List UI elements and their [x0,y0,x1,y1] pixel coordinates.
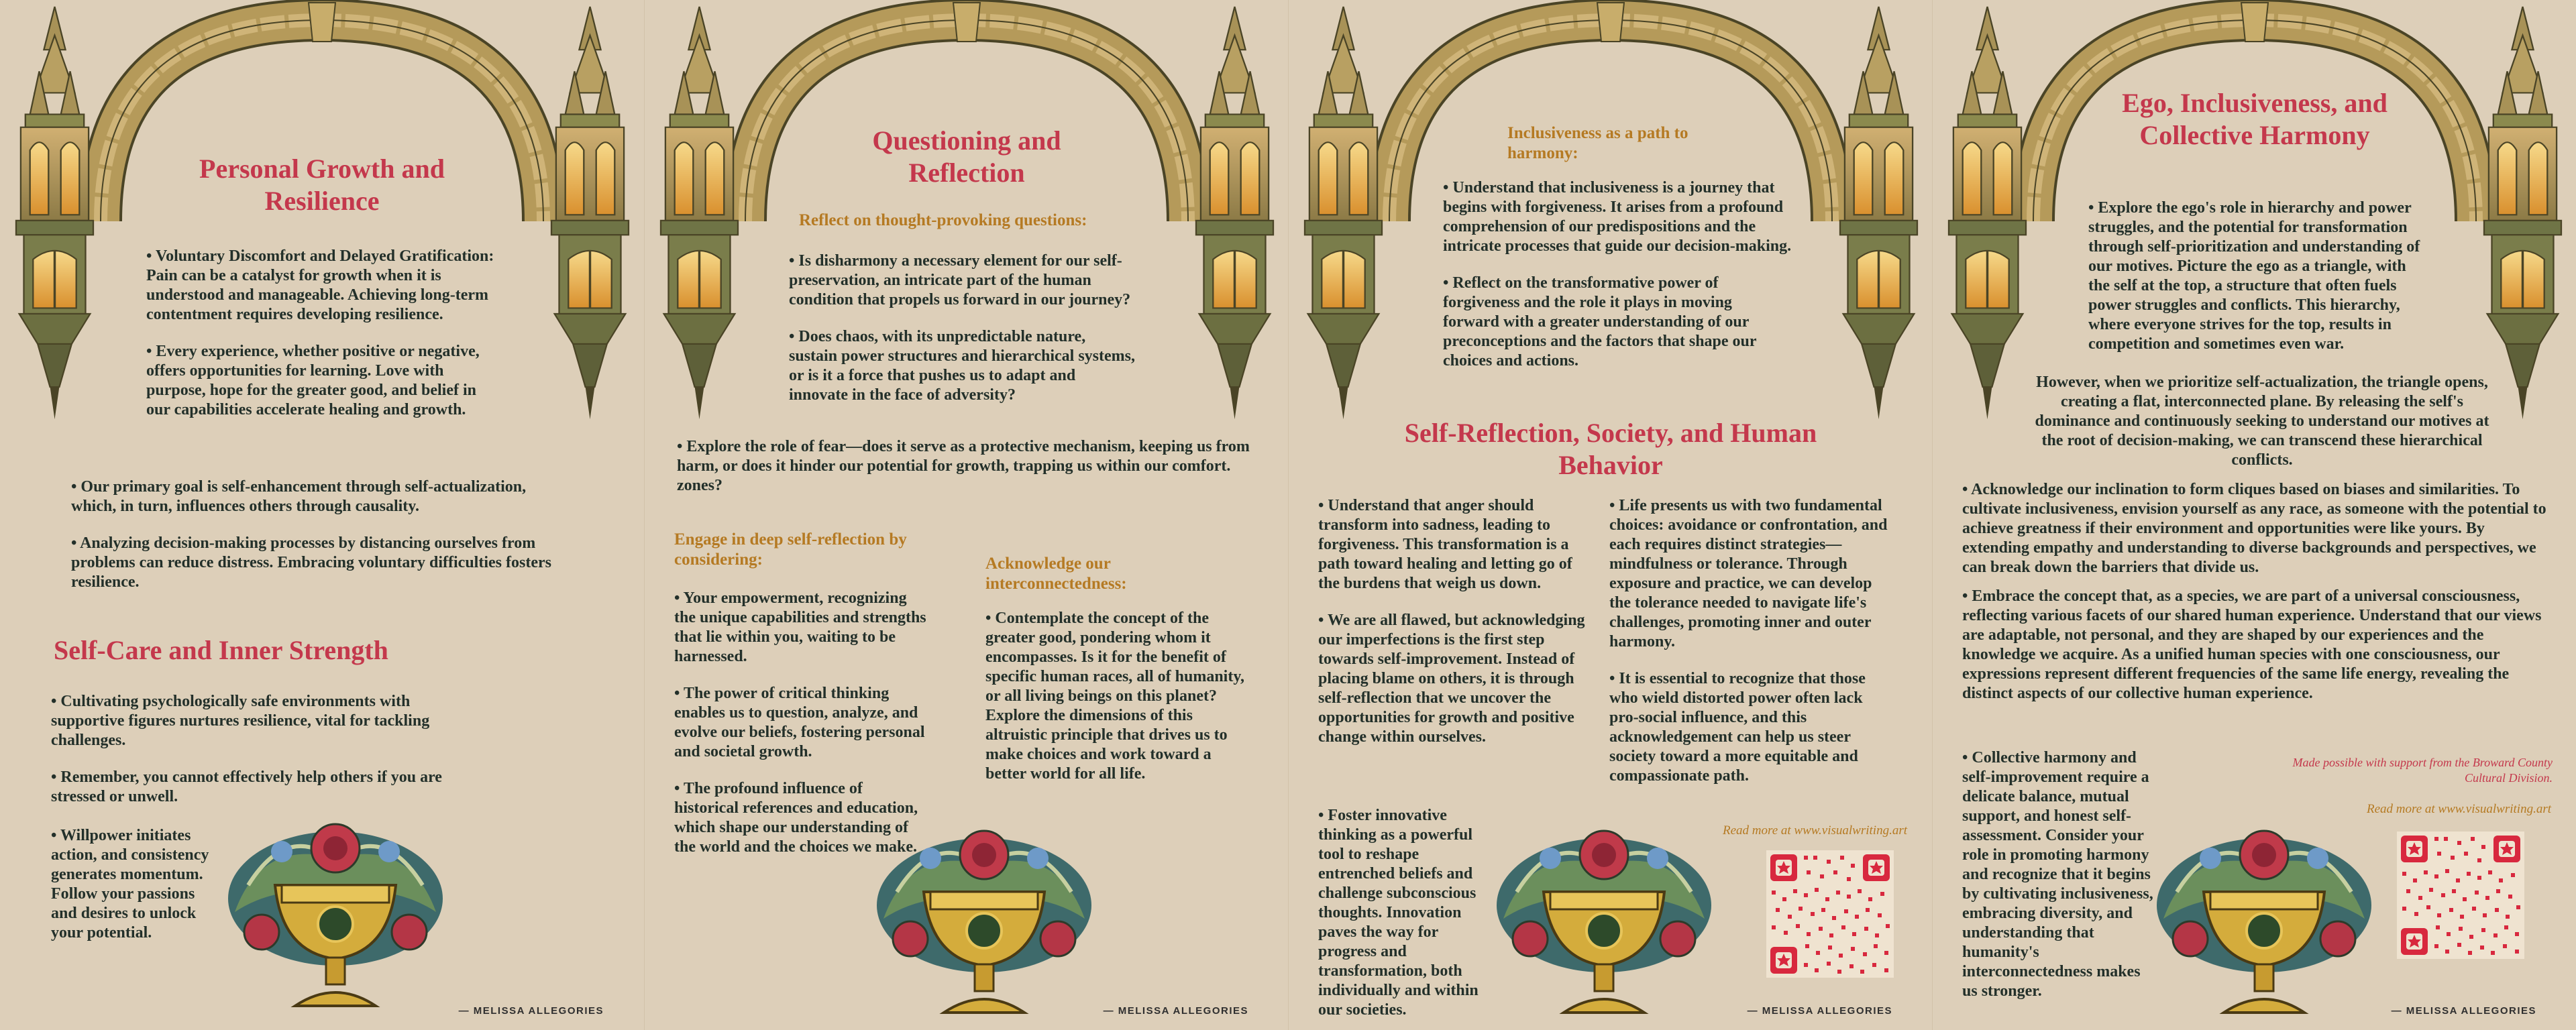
panel-ego-harmony [1932,0,2576,1030]
list-item: • Remember, you cannot effectively help others if you are stressed or unwell. [51,768,442,805]
read-more-link[interactable]: Read more at www.visualwriting.art [1723,823,1907,838]
list-item: • Willpower initiates action, and consistency generates momentum. Follow your passions and desires to unlock your potential. [51,827,209,941]
panel3-left-bullets [1318,496,1587,764]
panel-personal-growth [0,0,644,1030]
list-item: • The power of critical thinking enables us to question, analyze, and evolve our beliefs, fostering personal and societal growth. [674,685,925,760]
qr-code[interactable] [2397,832,2524,959]
panel2-left-heading: Engage in deep self-reflection by considering: [674,530,907,569]
chalice-illustration [870,818,1098,1026]
panel-questioning [644,0,1289,1030]
chalice-illustration [1490,818,1718,1026]
panel4-ego-bullet [2088,198,2424,371]
panel1-title: Personal Growth and Resilience [199,154,445,216]
panel3-heading: Inclusiveness as a path to harmony: [1507,124,1688,162]
list-item: • Cultivating psychologically safe environments with supportive figures nurtures resilience, vital for tackling challenges. [51,693,430,749]
panel4-ego-continued: However, when we prioritize self-actualization, the triangle opens, creating a flat, interconnected plane. By releasing the self's dominance and continuously seeking to understand our motives at the root of decision-making, we can transcend these hierarchical conflicts. [2035,374,2489,469]
list-item: • Our primary goal is self-enhancement through self-actualization, which, in turn, influences others through causality. [71,478,527,515]
list-item: • Acknowledge our inclination to form cliques based on biases and similarities. To cultivate inclusiveness, envision yourself as any race, as someone with the potential to achieve greatness if their environment and opportunities were like yours. By extending empathy and understanding to diverse backgrounds and perspectives, we can break down the barriers that divide us. [1962,481,2546,576]
panel2-subtitle: Reflect on thought-provoking questions: [799,211,1087,229]
list-item: • Every experience, whether positive or negative, offers opportunities for learning. Love with purpose, hope for the greater good, and belief in our capabilities accelerate healing and growth. [146,343,480,418]
read-more-link[interactable]: Read more at www.visualwriting.art [2367,802,2551,816]
list-item: • Embrace the concept that, as a species, we are part of a universal consciousness, reflecting various facets of our shared human experience. Understand that our views are adaptable, not personal, and they are shaped by our experiences and the knowledge we acquire. As a unified human species with one consciousness, our expressions represent different frequencies of the same life energy, revealing the distinct aspects of our collective human experience. [1962,587,2542,702]
chalice-illustration [2150,818,2378,1026]
list-item: • It is essential to recognize that those who wield distorted power often lack pro-social influence, and this acknowledgement can help us steer society toward a more equitable and compassionate path. [1609,670,1866,785]
panel4-bullets [1962,480,2553,721]
list-item: • Understand that anger should transform into sadness, leading to forgiveness. This transformation is a path toward healing and letting go of the burdens that weigh us down. [1318,497,1572,592]
list-item: • Is disharmony a necessary element for our self-preservation, an intricate part of the human condition that propels us forward in our journey? [789,252,1131,308]
list-item: • Voluntary Discomfort and Delayed Gratification: Pain can be a catalyst for growth when it is understood and manageable. Achieving long-term contentment requires developing resilience. [146,247,494,323]
signature: — MELISSA ALLEGORIES [1103,1005,1248,1017]
funding-credit: Made possible with support from the Broward County Cultural Division. [2292,756,2553,785]
section-title-self-reflection: Self-Reflection, Society, and Human Behavior [1404,418,1817,480]
signature: — MELISSA ALLEGORIES [1747,1005,1892,1017]
qr-code[interactable] [1766,850,1894,978]
panel2-bullets [789,251,1138,422]
panel2-right-bullets [985,609,1254,801]
list-item: • Explore the ego's role in hierarchy and power struggles, and the potential for transformation through self-prioritization and understanding of our motives. Picture the ego as a triangle, with the self at the top, a structure that often fuels power struggles and conflicts. This hierarchy, where everyone strives for the top, results in competition and sometimes even war. [2088,199,2420,353]
panel-inclusiveness [1288,0,1933,1030]
list-item: • Life presents us with two fundamental choices: avoidance or confrontation, and each requires distinct strategies—mindfulness or tolerance. Through exposure and practice, we can develop the tolerance needed to navigate life's challenges, promoting inner and outer harmony. [1609,497,1888,650]
list-item: • Your empowerment, recognizing the unique capabilities and strengths that lie within you, waiting to be harnessed. [674,589,926,665]
list-item: • Analyzing decision-making processes by distancing ourselves from problems can reduce distress. Embracing voluntary difficulties fosters resilience. [71,534,551,591]
list-item: • Reflect on the transformative power of forgiveness and the role it plays in moving forward with a greater understanding of our preconceptions and the factors that shape our choices and actions. [1443,274,1757,369]
list-item: • Does chaos, with its unpredictable nature, sustain power structures and hierarchical systems, or is it a force that pushes us to adapt and innovate in the face of adversity? [789,328,1135,404]
list-item: • Foster innovative thinking as a powerful tool to reshape entrenched beliefs and challenge subconscious thoughts. Innovation paves the way for progress and transformation, both individually and within our societies. [1318,807,1479,1019]
signature: — MELISSA ALLEGORIES [458,1005,604,1017]
panel3-bullets [1443,178,1792,388]
panel1-wide-bullets [71,477,568,610]
chalice-illustration [221,811,449,1019]
list-item: • Collective harmony and self-improvement require a delicate balance, mutual support, and honest self-assessment. Consider your role in promoting harmony and recognize that it begins by cultivating inclusiveness, embracing diversity, and understanding that humanity's interconnectedness makes us stronger. [1962,749,2153,1000]
signature: — MELISSA ALLEGORIES [2391,1005,2536,1017]
panel1-narrow-bullet [51,826,221,960]
panel4-narrow-bullet [1962,748,2157,1019]
panel1-section-bullets [51,692,460,824]
panel4-title: Ego, Inclusiveness, and Collective Harmony [2122,88,2387,150]
panel2-wide-bullet [677,437,1254,513]
panel1-bullets [146,247,495,437]
panel2-title: Questioning and Reflection [872,125,1061,188]
panel3-right-bullets [1609,496,1891,803]
list-item: • Understand that inclusiveness is a journey that begins with forgiveness. It arises from a profound comprehension of our predispositions and the intricate processes that guide our decision-making. [1443,179,1792,255]
list-item: • We are all flawed, but acknowledging our imperfections is the first step towards self-improvement. Instead of placing blame on others, it is through self-reflection that we uncover the opportunities for growth and positive change within ourselves. [1318,612,1585,746]
section-title-self-care: Self-Care and Inner Strength [54,635,388,665]
list-item: • Explore the role of fear—does it serve as a protective mechanism, keeping us from harm, or does it hinder our potential for growth, trapping us within our comfort. zones? [677,438,1250,494]
panel3-narrow-bullet [1318,806,1486,1030]
list-item: • The profound influence of historical references and education, which shape our understanding of the world and the choices we make. [674,780,918,856]
list-item: • Contemplate the concept of the greater good, pondering whom it encompasses. Is it for the benefit of specific human races, all of humanity, or all living beings on this planet? Explore the dimensions of this altruistic principle that drives us to make choices and work toward a better world for all life. [985,610,1245,783]
panel2-right-heading: Acknowledge our interconnectedness: [985,555,1127,593]
